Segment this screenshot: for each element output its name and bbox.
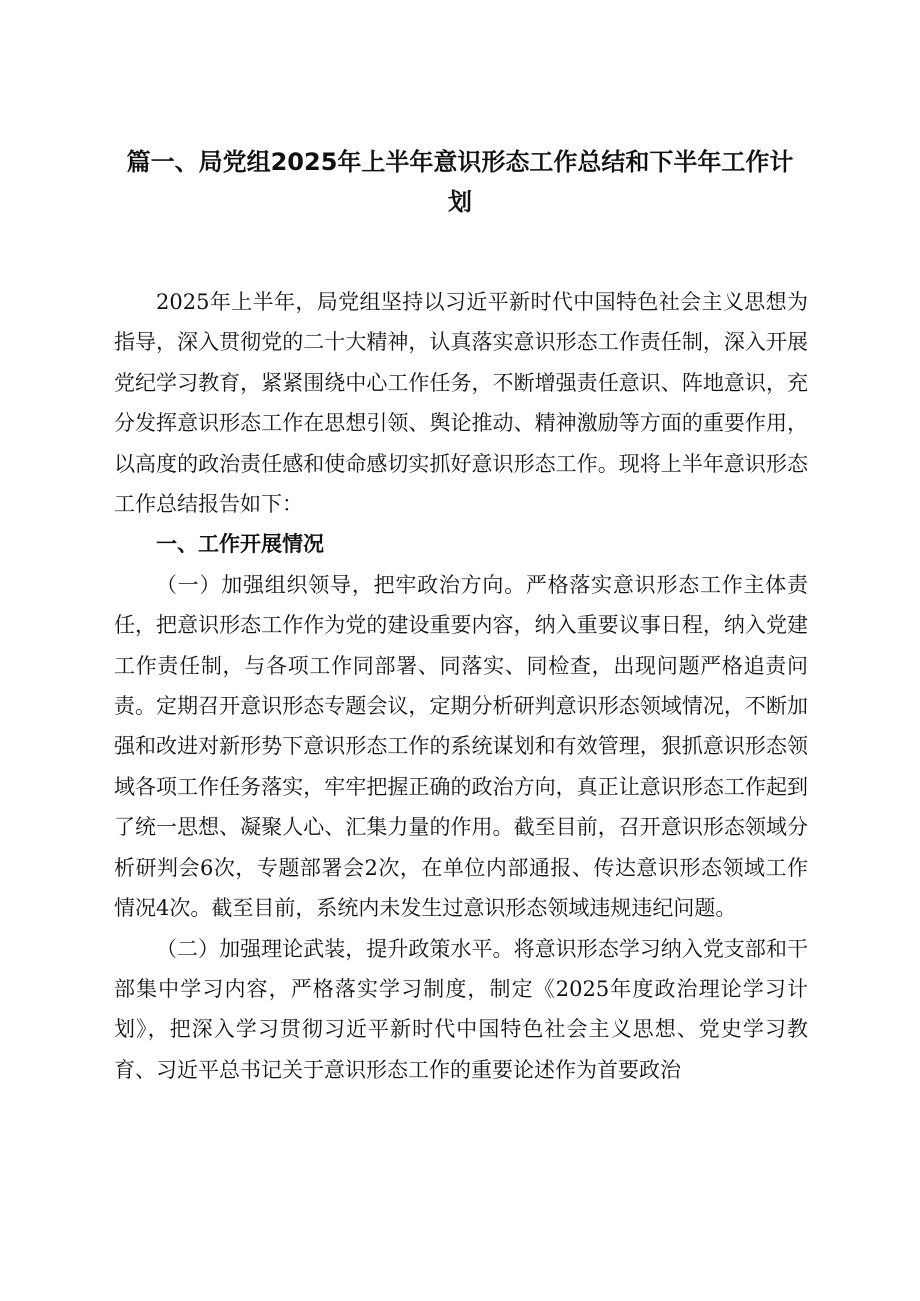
document-title [100, 142, 820, 222]
document-body [114, 282, 808, 1090]
intro-paragraph: 2025年上半年，局党组坚持以习近平新时代中国特色社会主义思想为指导，深入贯彻党的二十大精神，认真落实意识形态工作责任制，深入开展党纪学习教育，紧紧围绕中心工作任务，不断增强责任意识、阵地意识，充分发挥意识形态工作在思想引领、舆论推动、精神激励等方面的重要作用，以高度的政治责任感和使命感切实抓好意识形态工作。现将上半年意识形态工作总结报告如下： [114, 290, 808, 517]
item-paragraph-organization: （一）加强组织领导，把牢政治方向。严格落实意识形态工作主体责任，把意识形态工作作为党的建设重要内容，纳入重要议事日程，纳入党建工作责任制，与各项工作同部署、同落实、同检查，出现问题严格追责问责。定期召开意识形态专题会议，定期分析研判意识形态领域情况，不断加强和改进对新形势下意识形态工作的系统谋划和有效管理，狠抓意识形态领域各项工作任务落实，牢牢把握正确的政治方向，真正让意识形态工作起到了统一思想、凝聚人心、汇集力量的作用。截至目前，召开意识形态领域分析研判会6次，专题部署会2次，在单位内部通报、传达意识形态领域工作情况4次。截至目前，系统内未发生过意识形态领域违规违纪问题。 [114, 572, 808, 921]
section-heading-work-progress: 一、工作开展情况 [156, 532, 324, 557]
title-line-2: 划 [448, 188, 472, 216]
item-paragraph-theory: （二）加强理论武装，提升政策水平。将意识形态学习纳入党支部和干部集中学习内容，严格落实学习制度，制定《2025年度政治理论学习计划》，把深入学习贯彻习近平新时代中国特色社会主义思想、党史学习教育、习近平总书记关于意识形态工作的重要论述作为首要政治 [114, 936, 808, 1082]
title-line-1: 篇一、局党组2025年上半年意识形态工作总结和下半年工作计 [126, 148, 794, 176]
